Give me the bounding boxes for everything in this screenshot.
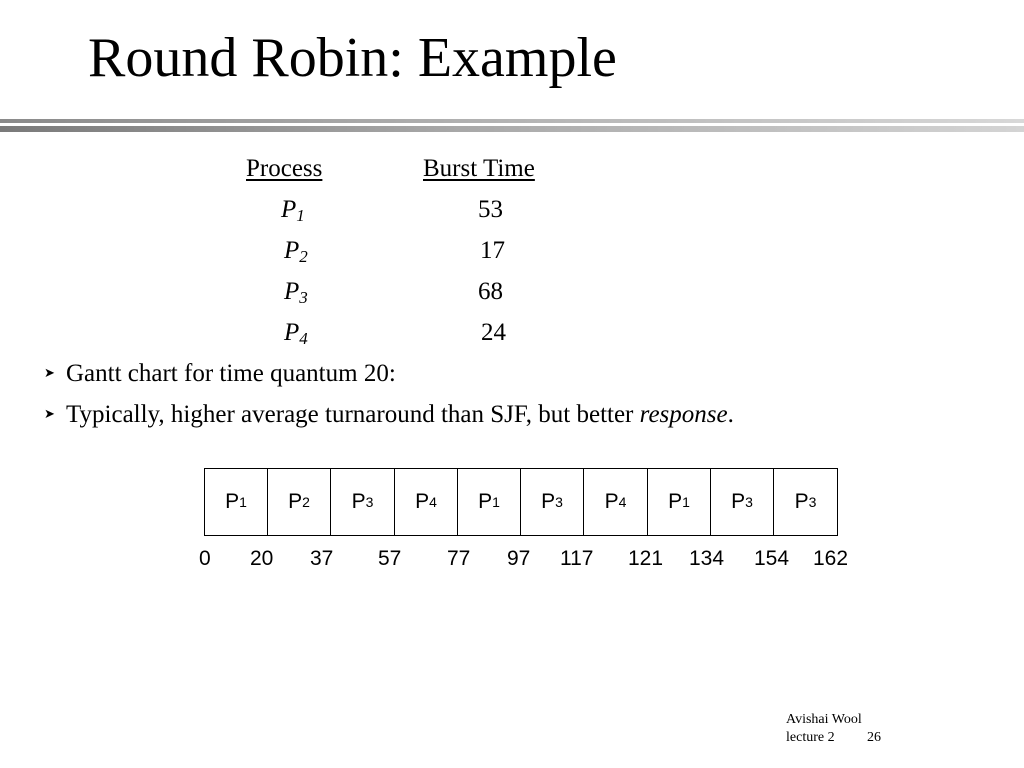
- bullet-tail: .: [727, 401, 734, 428]
- process-cell: $P_4$: [284, 319, 308, 348]
- page-title: Round Robin: Example: [88, 27, 617, 89]
- gantt-cell: P 3: [711, 469, 774, 535]
- process-cell: $P_2$: [284, 237, 308, 266]
- bullet-text: Typically, higher average turnaround than SJF, but better: [66, 401, 640, 428]
- gantt-cell: P 1: [458, 469, 521, 535]
- gantt-time-label: 162: [813, 547, 849, 570]
- title-rule-bottom: [0, 126, 1024, 132]
- footer-author: Avishai Wool: [786, 712, 862, 727]
- gantt-cell: P 1: [205, 469, 268, 535]
- burst-cell: 53: [478, 196, 503, 223]
- bullet-item: [44, 402, 734, 427]
- gantt-cell: P 3: [331, 469, 395, 535]
- gantt-cell: P 4: [584, 469, 648, 535]
- header-burst-time: Burst Time: [423, 155, 535, 182]
- arrowhead-bullet-icon: ➤: [44, 407, 55, 422]
- gantt-cell: P 4: [395, 469, 458, 535]
- burst-cell: 17: [480, 237, 505, 264]
- gantt-time-label: 37: [310, 547, 334, 570]
- gantt-time-label: 20: [250, 547, 274, 570]
- bullet-emphasis: response: [639, 401, 728, 428]
- footer-page-number: 26: [867, 730, 881, 745]
- gantt-time-label: 77: [447, 547, 471, 570]
- gantt-time-label: 57: [378, 547, 402, 570]
- header-process: Process: [246, 155, 323, 182]
- footer-lecture: lecture 2: [786, 730, 835, 745]
- bullet-item: [44, 361, 396, 386]
- burst-cell: 68: [478, 278, 503, 305]
- process-cell: $P_1$: [281, 196, 305, 225]
- title-rule-top: [0, 119, 1024, 123]
- gantt-time-label: 134: [689, 547, 725, 570]
- bullet-text: Gantt chart for time quantum 20:: [66, 360, 396, 387]
- arrowhead-bullet-icon: ➤: [44, 366, 55, 381]
- gantt-cell: P 3: [794, 490, 817, 513]
- gantt-time-label: 0: [199, 547, 211, 570]
- gantt-cell: P 2: [268, 469, 331, 535]
- gantt-cell: P 3: [521, 469, 584, 535]
- gantt-time-label: 154: [754, 547, 790, 570]
- gantt-chart: [204, 468, 838, 536]
- gantt-cell: P 1: [648, 469, 711, 535]
- gantt-time-label: 121: [628, 547, 664, 570]
- gantt-time-label: 117: [560, 547, 594, 570]
- burst-cell: 24: [481, 319, 506, 346]
- process-cell: $P_3$: [284, 278, 308, 307]
- gantt-time-label: 97: [507, 547, 531, 570]
